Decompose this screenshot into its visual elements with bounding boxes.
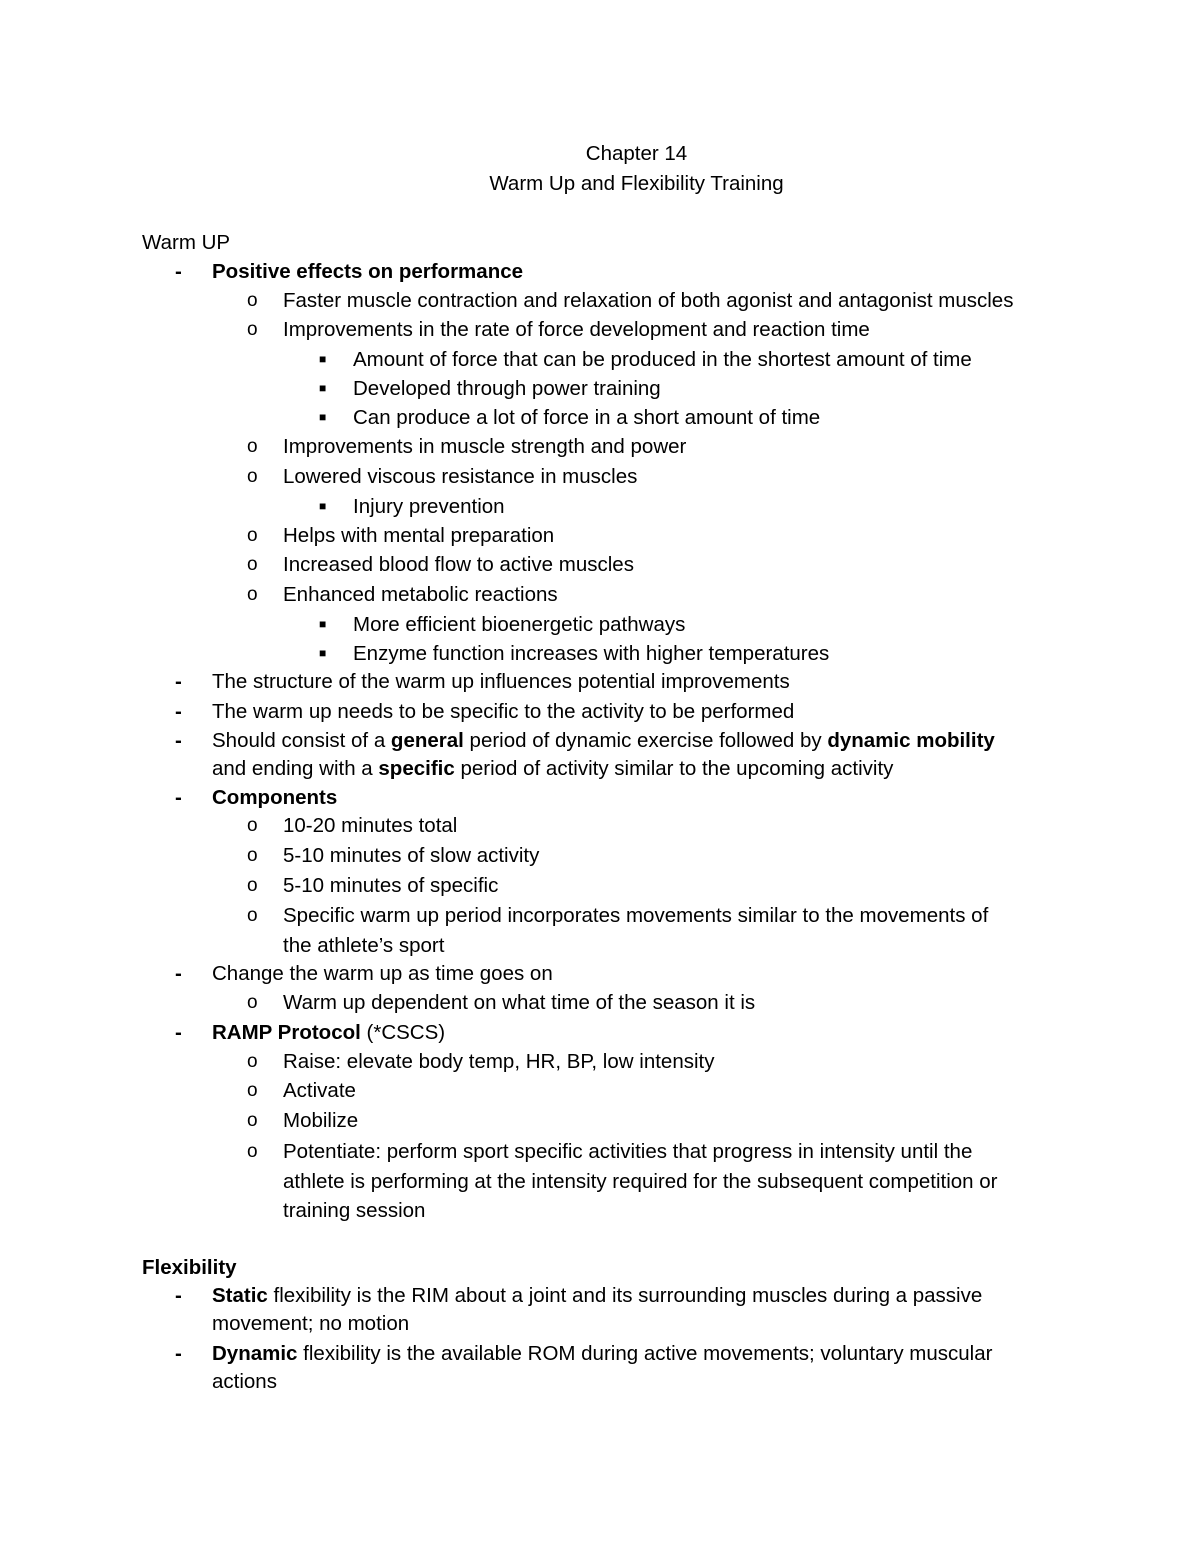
dash-bullet: - <box>175 1284 182 1307</box>
list-item: Improvements in the rate of force development and reaction time <box>283 318 870 341</box>
list-item-static <box>212 1281 982 1310</box>
text-run: period of activity similar to the upcoming activity <box>454 757 894 780</box>
square-bullet: ■ <box>319 499 327 513</box>
list-item-continued: actions <box>212 1370 277 1393</box>
bold-term-static: Static <box>212 1284 268 1307</box>
list-item: Enzyme function increases with higher temperatures <box>353 642 830 665</box>
list-item: Potentiate: perform sport specific activities that progress in intensity until the <box>283 1140 973 1163</box>
list-item-continued: movement; no motion <box>212 1312 410 1335</box>
list-item-consist-continued <box>212 754 893 783</box>
list-item: Developed through power training <box>353 377 661 400</box>
list-item-ramp <box>212 1018 445 1047</box>
list-item: Raise: elevate body temp, HR, BP, low intensity <box>283 1050 715 1073</box>
list-item: Lowered viscous resistance in muscles <box>283 465 638 488</box>
text-run: flexibility is the available ROM during active movements; voluntary muscular <box>297 1342 993 1365</box>
text-run: and ending with a <box>212 757 379 780</box>
list-item: Helps with mental preparation <box>283 524 555 547</box>
square-bullet: ■ <box>319 410 327 424</box>
list-item: Increased blood flow to active muscles <box>283 553 634 576</box>
list-item-positive-effects: Positive effects on performance <box>212 260 524 283</box>
circle-bullet: o <box>247 584 258 605</box>
list-item: Can produce a lot of force in a short amount of time <box>353 406 821 429</box>
dash-bullet: - <box>175 700 182 723</box>
list-item: Change the warm up as time goes on <box>212 962 553 985</box>
list-item: The structure of the warm up influences potential improvements <box>212 670 790 693</box>
text-run: flexibility is the RIM about a joint and its surrounding muscles during a passive <box>267 1284 983 1307</box>
list-item: Warm up dependent on what time of the season it is <box>283 991 756 1014</box>
list-item: The warm up needs to be specific to the activity to be performed <box>212 700 795 723</box>
circle-bullet: o <box>247 905 258 926</box>
bold-term-dynamic: Dynamic <box>212 1342 298 1365</box>
circle-bullet: o <box>247 1051 258 1072</box>
circle-bullet: o <box>247 525 258 546</box>
square-bullet: ■ <box>319 381 327 395</box>
list-item: Enhanced metabolic reactions <box>283 583 558 606</box>
circle-bullet: o <box>247 466 258 487</box>
bold-term-dynamic-mobility: dynamic mobility <box>827 729 995 752</box>
list-item-continued: the athlete’s sport <box>283 934 445 957</box>
list-item: Activate <box>283 1079 356 1102</box>
list-item: Mobilize <box>283 1109 359 1132</box>
dash-bullet: - <box>175 729 182 752</box>
list-item: Faster muscle contraction and relaxation of both agonist and antagonist muscles <box>283 289 1014 312</box>
circle-bullet: o <box>247 875 258 896</box>
dash-bullet: - <box>175 962 182 985</box>
dash-bullet: - <box>175 786 182 809</box>
chapter-number: Chapter 14 <box>585 142 688 165</box>
square-bullet: ■ <box>319 352 327 366</box>
list-item: 10-20 minutes total <box>283 814 458 837</box>
dash-bullet: - <box>175 1021 182 1044</box>
circle-bullet: o <box>247 1110 258 1131</box>
text-run: period of dynamic exercise followed by <box>463 729 828 752</box>
list-item: Amount of force that can be produced in the shortest amount of time <box>353 348 972 371</box>
square-bullet: ■ <box>319 646 327 660</box>
circle-bullet: o <box>247 290 258 311</box>
list-item: More efficient bioenergetic pathways <box>353 613 686 636</box>
list-item: 5-10 minutes of specific <box>283 874 499 897</box>
bold-term-specific: specific <box>378 757 455 780</box>
circle-bullet: o <box>247 815 258 836</box>
dash-bullet: - <box>175 670 182 693</box>
bold-term-general: general <box>390 729 464 752</box>
section-heading-warmup: Warm UP <box>142 231 231 254</box>
circle-bullet: o <box>247 554 258 575</box>
list-item: Injury prevention <box>353 495 505 518</box>
circle-bullet: o <box>247 1141 258 1162</box>
circle-bullet: o <box>247 319 258 340</box>
list-item-consist <box>212 726 995 755</box>
dash-bullet: - <box>175 260 182 283</box>
text-run: (*CSCS) <box>360 1021 446 1044</box>
list-item-components: Components <box>212 786 338 809</box>
list-item: Specific warm up period incorporates movements similar to the movements of <box>283 904 989 927</box>
list-item: 5-10 minutes of slow activity <box>283 844 540 867</box>
list-item-dynamic <box>212 1339 992 1368</box>
section-heading-flexibility: Flexibility <box>142 1256 237 1279</box>
list-item-continued: athlete is performing at the intensity required for the subsequent competition or <box>283 1170 998 1193</box>
bold-term-ramp: RAMP Protocol <box>212 1021 361 1044</box>
circle-bullet: o <box>247 845 258 866</box>
circle-bullet: o <box>247 436 258 457</box>
text-run: Should consist of a <box>212 729 391 752</box>
circle-bullet: o <box>247 1080 258 1101</box>
list-item-continued: training session <box>283 1199 426 1222</box>
list-item: Improvements in muscle strength and power <box>283 435 687 458</box>
dash-bullet: - <box>175 1342 182 1365</box>
square-bullet: ■ <box>319 617 327 631</box>
circle-bullet: o <box>247 992 258 1013</box>
chapter-title: Warm Up and Flexibility Training <box>489 172 784 195</box>
